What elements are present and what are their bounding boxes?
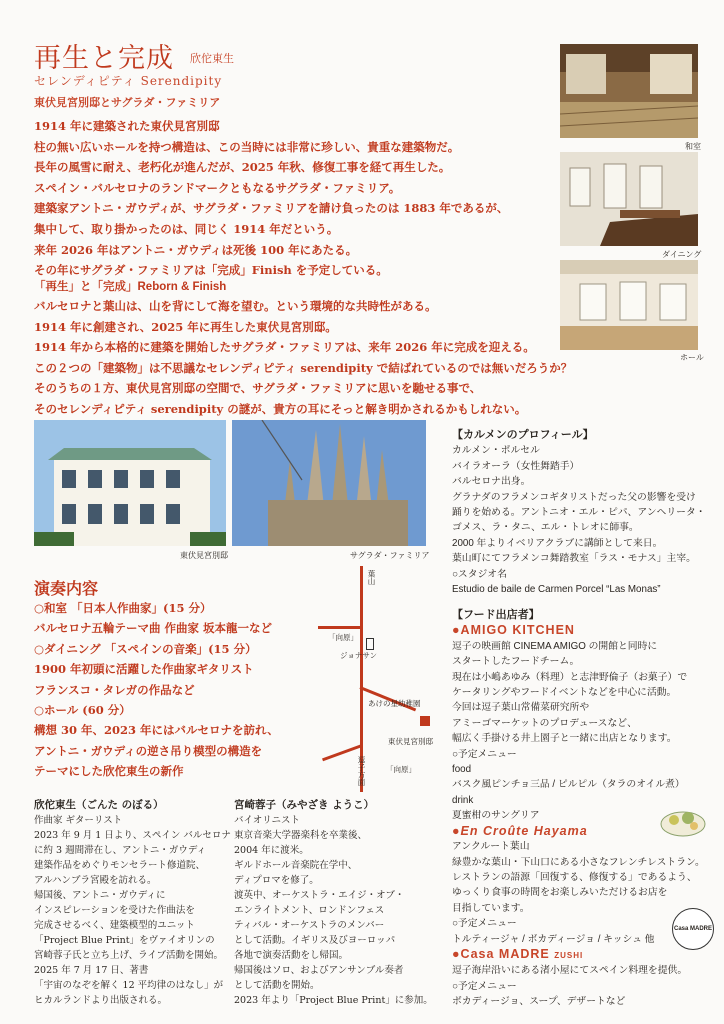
map-label-kindergarten: あけの星幼稚園 <box>368 699 421 708</box>
carmen-line: ゴメス、ラ・タニ、エル・トレオに師事。 <box>452 522 639 534</box>
subtitle-2: 東伏見宮別邸とサグラダ・ファミリア <box>34 96 221 109</box>
access-map <box>318 566 444 792</box>
washitsu-photo <box>560 44 698 138</box>
croute-line: ゆっくり食事の時間をお楽しみいただけるお店を <box>452 887 668 899</box>
reborn-line: そのうちの１方、東伏見宮別邸の空間で、サグラダ・ファミリアに思いを馳せる事で、 <box>34 381 482 396</box>
map-label-jonathan: ジョナサン <box>340 651 377 660</box>
intro-line: 来年 2026 年はアントニ・ガウディは死後 100 年にあたる。 <box>34 242 358 257</box>
program-line: ○和室 「日本人作曲家」(15 分） <box>34 601 212 615</box>
bio-line: 各地で演奏活動をし帰国。 <box>234 950 349 961</box>
intro-line: 長年の風雪に耐え、老朽化が進んだが、2025 年秋、修復工事を経て再生した。 <box>34 160 451 175</box>
madre-line: ○予定メニュー <box>452 980 517 992</box>
amigo-line: ○予定メニュー <box>452 748 517 760</box>
intro-line: 柱の無い広いホールを持つ構造は、この当時には非常に珍しい、貴重な建築物だ。 <box>34 139 460 154</box>
map-side-road <box>318 626 362 629</box>
amigo-line: スタートしたフードチーム。 <box>452 656 580 668</box>
hall-caption: ホール <box>680 353 704 362</box>
intro-line: 建築家アントニ・ガウディが、サグラダ・ファミリアを請け負ったのは 1883 年であるが、 <box>34 201 509 216</box>
carmen-line: 踊りを始める。アントニオ・エル・ピパ、アンヘリータ・ <box>452 507 706 519</box>
bio-line: 帰国後、アントニ・ガウディに <box>34 890 166 901</box>
subtitle: セレンディピティ Serendipity <box>34 74 223 88</box>
intro-line: その年にサグラダ・ファミリアは「完成」Finish を予定している。 <box>34 263 388 278</box>
amigo-line: 現在は小嶋あゆみ（料理）と志津野倫子（お菓子）で <box>452 671 688 683</box>
program-heading: 演奏内容 <box>34 581 99 598</box>
bio-line: 「Project Blue Print」をヴァイオリンの <box>34 935 215 946</box>
intro-text <box>34 116 554 281</box>
carmen-line: 葉山町にてフラメンコ舞踏教室「ラス・モナス」主宰。 <box>452 553 696 565</box>
bio-line: エンライトメント、ロンドンフェス <box>234 905 385 916</box>
villa-caption: 東伏見宮別邸 <box>180 551 228 560</box>
dining-photo <box>560 152 698 246</box>
croute-line: レストランの語源「回復する、修復する」であるよう、 <box>452 871 697 883</box>
bio-line: として活動。イギリス及びヨーロッパ <box>234 935 396 946</box>
croute-line: ○予定メニュー <box>452 918 517 930</box>
carmen-heading: 【カルメンのプロフィール】 <box>452 429 594 441</box>
bio-line: 渡英中、オーケストラ・エイジ・オブ・ <box>234 890 405 901</box>
program-line: バルセロナ五輪テーマ曲 作曲家 坂本龍一など <box>34 621 273 636</box>
carmen-line: Estudio de baile de Carmen Porcel “Las Monas” <box>452 584 661 596</box>
croute-line: トルティージャ / ボカディージョ / キッシュ 他 <box>452 933 655 945</box>
program-line: ○ダイニング 「スペインの音楽」(15 分） <box>34 641 257 656</box>
madre-line: 逗子海岸沿いにある渚小屋にてスペイン料理を提供。 <box>452 965 688 977</box>
bio-line: 帰国後はソロ、およびアンサンブル奏者 <box>234 965 404 976</box>
carmen-line: バルセロナ出身。 <box>452 476 531 488</box>
reborn-heading: 「再生」と「完成」Reborn & Finish <box>34 281 227 293</box>
bio-line: に約 3 週間滞在し、アントニ・ガウディ <box>34 845 207 856</box>
bio-line: ヒカルランドより出版される。 <box>34 995 168 1006</box>
bio-line: 建築作品をめぐりモンセラート修道院、 <box>34 860 206 871</box>
bio-line: ティバル・オーケストラのメンバー <box>234 920 385 931</box>
page-title: 再生と完成 <box>34 43 174 74</box>
author-name: 欣佗東生 <box>190 52 234 65</box>
bio-line: 東京音楽大学器楽科を卒業後、 <box>234 830 368 841</box>
villa-photo <box>34 420 226 546</box>
bio-line: 完成させるべく、建築模型的ユニット <box>34 920 195 931</box>
intro-line: スペイン・バルセロナのランドマークともなるサグラダ・ファミリア。 <box>34 180 401 195</box>
amigo-line: drink <box>452 794 474 806</box>
reborn-line: 1914 年に創建され、2025 年に再生した東伏見宮別邸。 <box>34 319 337 334</box>
bio-line: アルハンブラ宮殿を訪れる。 <box>34 875 157 886</box>
program-line: アントニ・ガウディの逆さ吊り模型の構造を <box>34 743 263 758</box>
amigo-kitchen-name: ●AMIGO KITCHEN <box>452 623 575 638</box>
intro-line: 1914 年に建築された東伏見宮別邸 <box>34 119 220 133</box>
amigo-line: ケータリングやフードイベントなどを中心に活動。 <box>452 687 677 699</box>
amigo-line: food <box>452 764 472 776</box>
map-label-road2: 逗子方面 <box>357 756 366 786</box>
bio-line: 2023 年 9 月 1 日より、スペイン バルセロナ <box>34 830 231 841</box>
carmen-line: ○スタジオ名 <box>452 568 507 580</box>
reborn-line: 1914 年から本格的に建築を開始したサグラダ・ファミリアは、来年 2026 年に完成を迎える。 <box>34 340 535 355</box>
amigo-line: 今回は逗子葉山常備菜研究所や <box>452 702 590 714</box>
croute-line: 緑豊かな葉山・下山口にある小さなフレンチレストラン。 <box>452 856 705 868</box>
bio-name: 宮崎蓉子（みやざき ようこ） <box>234 799 375 811</box>
croute-line: 目指しています。 <box>452 902 530 914</box>
carmen-profile <box>452 428 717 597</box>
program-line: 1900 年初頭に活躍した作曲家ギタリスト <box>34 662 254 677</box>
map-label-kouhara2: 「向原」 <box>386 765 416 774</box>
croute-line: アンクルート葉山 <box>452 841 530 853</box>
program-line: フランスコ・タレガの作品など <box>34 682 195 697</box>
food-heading: 【フード出店者】 <box>452 609 540 621</box>
map-bus-stop-icon <box>366 638 374 650</box>
casa-madre-logo: Casa MADRE <box>672 908 714 950</box>
bio-line: 宮崎蓉子氏と立ち上げ、ライブ活動を開始。 <box>34 950 224 961</box>
bio-line: として活動を開始。 <box>234 980 320 991</box>
bio-gonta <box>34 798 230 1008</box>
map-label-kouhara1: 「向原」 <box>328 633 358 642</box>
reborn-line: この２つの「建築物」は不思議なセレンディピティ serendipity で結ばれているのでは無いだろうか？ <box>34 360 573 375</box>
program-line: テーマにした欣佗東生の新作 <box>34 764 184 779</box>
map-label-villa: 東伏見宮別邸 <box>388 737 433 746</box>
amigo-line: 幅広く手掛ける井上園子と一緒に出店となります。 <box>452 733 677 745</box>
bio-name: 欣佗東生（ごんた のぼる） <box>34 799 164 811</box>
food-illustration-icon <box>658 800 708 840</box>
madre-line: ボカディージョ、スープ、デザートなど <box>452 996 626 1008</box>
bio-line: ギルドホール音楽院在学中、 <box>234 860 358 871</box>
program-list <box>34 598 334 782</box>
bio-line: バイオリニスト <box>234 815 301 826</box>
program-line: 構想 30 年、2023 年にはバルセロナを訪れ、 <box>34 723 279 738</box>
amigo-line: アミーゴマーケットのプロデュースなど、 <box>452 717 637 729</box>
bio-line: インスピレーションを受けた作曲法を <box>34 905 195 916</box>
carmen-line: バイラオーラ（女性舞踏手） <box>452 460 580 472</box>
amigo-line: バスク風ピンチョ三品 / ピルピル（タラのオイル煮） <box>452 779 685 791</box>
washitsu-caption: 和室 <box>685 142 701 151</box>
casa-madre-name <box>452 947 717 963</box>
carmen-line: グラナダのフラメンコギタリストだった父の影響を受け <box>452 491 696 503</box>
reborn-line: バルセロナと葉山は、山を背にして海を望む。という環境的な共時性がある。 <box>34 299 437 313</box>
bio-line: 2025 年 7 月 17 日、著書 <box>34 965 149 976</box>
sagrada-caption: サグラダ・ファミリア <box>350 551 430 560</box>
carmen-line: カルメン・ポルセル <box>452 445 540 457</box>
dining-caption: ダイニング <box>662 250 702 259</box>
bio-line: 「宇宙のなぞを解く 12 平均律のはなし」が <box>34 980 224 991</box>
bio-line: 2004 年に渡米。 <box>234 845 309 856</box>
sagrada-photo <box>232 420 426 546</box>
hall-photo <box>560 260 698 350</box>
bio-line: 2023 年より「Project Blue Print」に参加。 <box>234 995 433 1006</box>
amigo-line: 逗子の映画館 CINEMA AMIGO の開館と同時に <box>452 640 658 652</box>
reborn-text <box>34 296 594 420</box>
bio-miyazaki <box>234 798 446 1008</box>
bio-line: 作曲家 ギターリスト <box>34 815 123 826</box>
amigo-line: 夏蜜柑のサングリア <box>452 810 540 822</box>
map-label-road1: 葉山 <box>367 570 376 585</box>
casa-madre-suffix: ZUSHI <box>554 950 584 960</box>
casa-madre-title: ●Casa MADRE <box>452 946 550 961</box>
map-venue-marker-icon <box>420 716 430 726</box>
program-line: ○ホール (60 分） <box>34 703 131 718</box>
bio-line: ディプロマを修了。 <box>234 875 319 886</box>
reborn-line: そのセレンディピティ serendipity の謎が、貴方の耳にそっと解き明かされるかもしれない。 <box>34 401 527 416</box>
en-croute-name: ●En Croûte Hayama <box>452 823 588 838</box>
carmen-line: 2000 年よりイベリアクラブに講師として来日。 <box>452 537 663 549</box>
intro-line: 集中して、取り掛かったのは、同じく 1914 年だという。 <box>34 221 339 236</box>
